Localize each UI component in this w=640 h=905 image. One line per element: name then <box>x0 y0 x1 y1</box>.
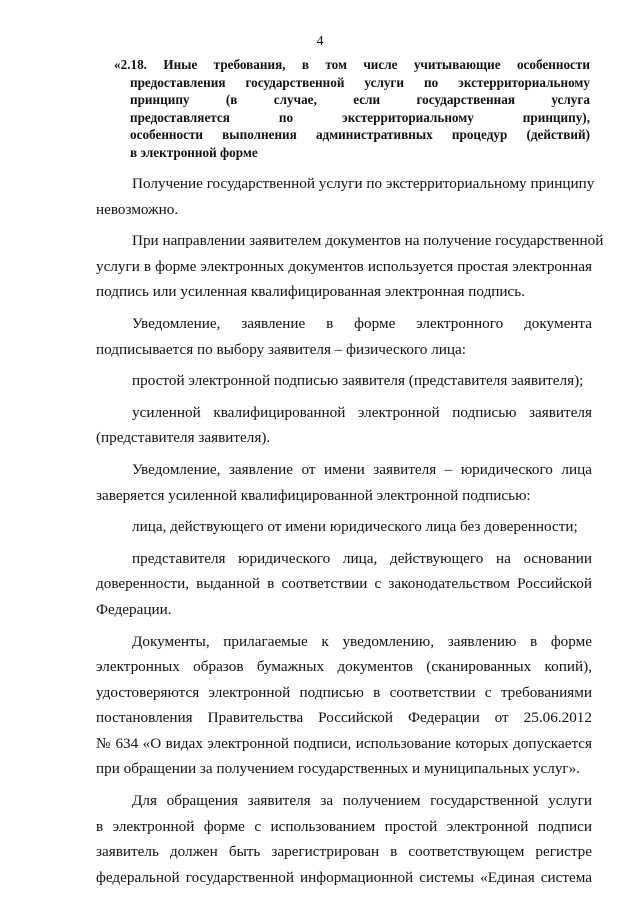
text-line: Документы, прилагаемые к уведомлению, заявлению в форме <box>132 632 592 650</box>
paragraph <box>96 514 592 540</box>
heading-line: особенности выполнения административных процедур (действий) <box>130 127 590 143</box>
text-line: Уведомление, заявление от имени заявителя – юридического лица <box>132 460 592 478</box>
text-line: представителя юридического лица, действующего на основании <box>132 549 592 567</box>
paragraph <box>96 311 592 362</box>
text-line: заверяется усиленной квалифицированной электронной подписью: <box>96 486 531 504</box>
paragraph <box>96 400 592 451</box>
text-line: подпись или усиленная квалифицированная электронная подпись. <box>96 283 526 301</box>
paragraph <box>96 228 604 305</box>
text-line: услуги в форме электронных документов используется простая электронная <box>96 257 592 275</box>
body-text <box>96 171 604 896</box>
heading-line: предоставления государственной услуги по экстерриториальному <box>130 74 590 90</box>
text-line: простой электронной подписью заявителя (представителя заявителя); <box>132 372 584 390</box>
text-line: доверенности, выданной в соответствии с законодательством Российской <box>96 575 592 593</box>
paragraph <box>96 457 592 508</box>
heading-line: в электронной форме <box>130 144 258 160</box>
text-line: лица, действующего от имени юридического лица без доверенности; <box>132 518 578 536</box>
text-line: электронных образов бумажных документов (сканированных копий), <box>96 658 592 676</box>
text-line: № 634 «О видах электронной подписи, использование которых допускается <box>96 734 592 752</box>
paragraph <box>96 629 592 783</box>
text-line: усиленной квалифицированной электронной подписью заявителя <box>132 403 592 421</box>
text-line: Получение государственной услуги по экстерриториальному принципу <box>132 175 595 192</box>
section-heading <box>114 56 590 162</box>
paragraph <box>96 368 592 394</box>
heading-line: предоставляется по экстерриториальному принципу), <box>130 109 590 125</box>
text-line: Федерации. <box>96 600 172 618</box>
text-line: При направлении заявителем документов на получение государственной <box>132 232 604 250</box>
heading-line: принципу (в случае, если государственная услуга <box>130 92 590 108</box>
paragraph <box>96 171 595 222</box>
text-line: Уведомление, заявление в форме электронного документа <box>132 314 592 332</box>
text-line: в электронной форме с использованием простой электронной подписи <box>96 817 592 835</box>
text-line: при обращении за получением государственных и муниципальных услуг». <box>96 760 581 778</box>
text-line: (представителя заявителя). <box>96 429 271 447</box>
text-line: невозможно. <box>96 200 179 218</box>
text-line: федеральной государственной информационной системы «Единая система <box>96 868 592 886</box>
text-line: заявитель должен быть зарегистрирован в соответствующем регистре <box>96 843 592 861</box>
text-line: подписывается по выбору заявителя – физического лица: <box>96 340 466 358</box>
paragraph <box>96 788 592 890</box>
paragraph <box>96 546 592 623</box>
heading-line: «2.18. Иные требования, в том числе учитывающие особенности <box>114 57 590 72</box>
text-line: Для обращения заявителя за получением государственной услуги <box>132 792 592 810</box>
page-number: 4 <box>316 34 324 49</box>
text-line: удостоверяются электронной подписью в соответствии с требованиями <box>96 683 592 701</box>
text-line: постановления Правительства Российской Федерации от 25.06.2012 <box>96 709 592 727</box>
